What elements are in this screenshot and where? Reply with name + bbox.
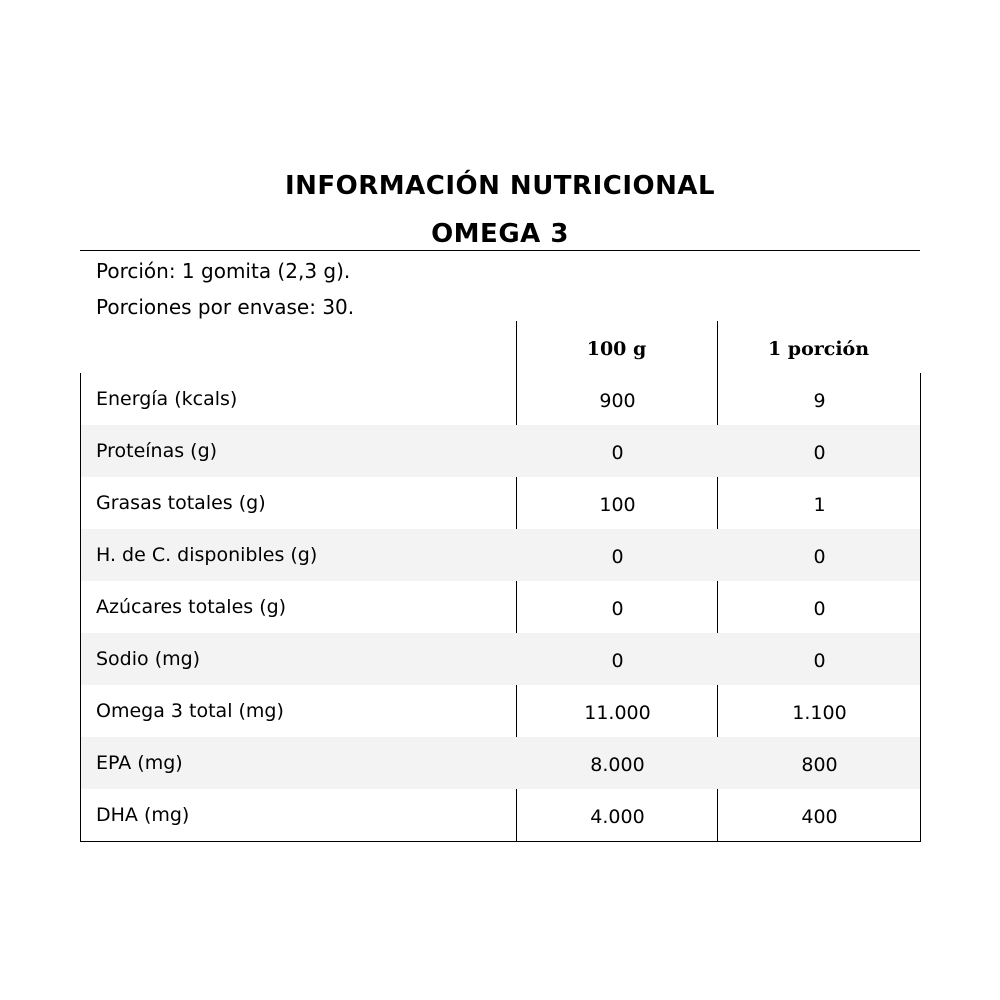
header-per-100g: 100 g (586, 338, 647, 360)
value-per-portion: 1.100 (792, 702, 847, 724)
table-row (81, 737, 920, 789)
nutrient-name: Sodio (mg) (96, 648, 201, 670)
value-per-portion: 400 (801, 806, 838, 828)
value-per-100g: 0 (611, 650, 624, 672)
nutrition-table (80, 321, 920, 842)
label-title: INFORMACIÓN NUTRICIONAL (284, 171, 716, 201)
header-per-portion: 1 porción (767, 338, 870, 360)
value-per-portion: 0 (813, 546, 826, 568)
table-row (81, 685, 920, 737)
value-per-100g: 900 (599, 390, 636, 412)
value-per-100g: 8.000 (590, 754, 645, 776)
value-per-portion: 9 (813, 390, 826, 412)
product-name: OMEGA 3 (431, 219, 569, 249)
value-per-portion: 0 (813, 598, 826, 620)
serving-info (80, 251, 920, 321)
value-per-100g: 11.000 (584, 702, 651, 724)
table-row (81, 633, 920, 685)
table-row (81, 529, 920, 581)
table-header-row (80, 321, 920, 373)
nutrition-facts-panel (80, 160, 920, 842)
value-per-portion: 0 (813, 442, 826, 464)
nutrient-name: Omega 3 total (mg) (96, 700, 284, 722)
table-row (81, 581, 920, 633)
nutrient-name: Proteínas (g) (96, 440, 218, 462)
servings-per-container: Porciones por envase: 30. (96, 295, 355, 319)
table-row (81, 789, 920, 841)
nutrient-name: Energía (kcals) (96, 388, 238, 410)
table-row (81, 373, 920, 425)
nutrient-name: H. de C. disponibles (g) (96, 544, 318, 566)
nutrient-name: EPA (mg) (96, 752, 183, 774)
value-per-100g: 0 (611, 598, 624, 620)
serving-size: Porción: 1 gomita (2,3 g). (96, 259, 351, 283)
nutrient-name: DHA (mg) (96, 804, 190, 826)
table-row (81, 425, 920, 477)
nutrient-name: Azúcares totales (g) (96, 596, 287, 618)
value-per-100g: 0 (611, 442, 624, 464)
value-per-100g: 4.000 (590, 806, 645, 828)
value-per-portion: 800 (801, 754, 838, 776)
value-per-portion: 0 (813, 650, 826, 672)
value-per-portion: 1 (813, 494, 826, 516)
value-per-100g: 0 (611, 546, 624, 568)
nutrient-name: Grasas totales (g) (96, 492, 266, 514)
table-body (80, 373, 921, 842)
table-row (81, 477, 920, 529)
value-per-100g: 100 (599, 494, 636, 516)
